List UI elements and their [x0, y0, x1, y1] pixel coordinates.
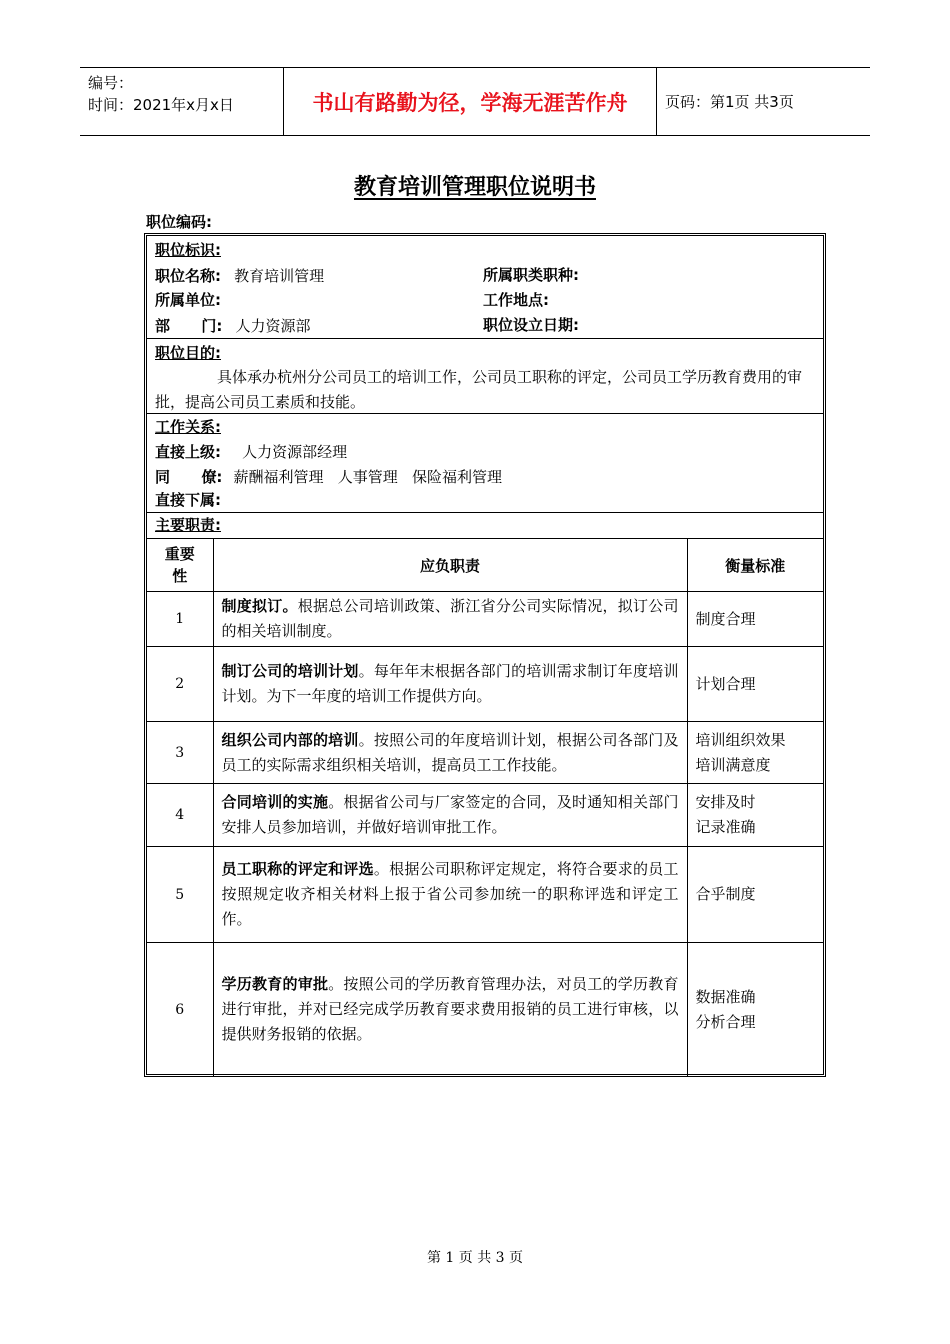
standard-item: 记录准确 [695, 818, 756, 836]
row-number: 5 [147, 847, 213, 943]
row-responsibility [213, 722, 687, 784]
table-row [147, 784, 823, 847]
duty-text: 。根据公司职称评定规定，将符合要求的员工按照规定收齐相关材料上报于省公司参加统一的职称评选和评定工作。 [221, 860, 679, 928]
row-standard [687, 943, 823, 1077]
table-row [147, 722, 823, 784]
purpose-section [147, 339, 823, 414]
standard-item: 数据准确 [695, 987, 756, 1006]
department-row [155, 313, 310, 338]
row-number: 6 [147, 943, 213, 1077]
duty-text: 根据总公司培训政策、浙江省分公司实际情况，拟订公司的相关培训制度。 [221, 597, 679, 640]
duty-text: 。根据省公司与厂家签定的合同，及时通知相关部门安排人员参加培训，并做好培训审批工作。 [221, 793, 679, 836]
standard-item: 培训满意度 [695, 755, 771, 774]
standard-item: 计划合理 [695, 674, 756, 693]
duty-title: 组织公司内部的培训 [221, 730, 359, 749]
table-row [147, 943, 823, 1077]
position-name-label: 职位名称: [155, 267, 221, 285]
duties-table [147, 538, 823, 1077]
column-header-standard: 衡量标准 [687, 539, 823, 592]
row-responsibility [213, 847, 687, 943]
established-date-label: 职位设立日期: [483, 316, 579, 334]
unit-label: 所属单位: [155, 291, 221, 309]
subordinate-label: 直接下属: [155, 491, 221, 509]
duties-heading-section [147, 513, 823, 538]
department-value: 人力资源部 [235, 317, 311, 335]
purpose-text: 具体承办杭州分公司员工的培训工作，公司员工职称的评定，公司员工学历教育费用的审批，提高公司员工素质和技能。 [155, 368, 803, 411]
location-label: 工作地点: [483, 291, 549, 309]
duties-heading: 主要职责: [155, 516, 221, 534]
peer-label: 同 僚: [155, 468, 223, 486]
duty-title: 员工职称的评定和评选 [221, 860, 374, 878]
department-label: 部 门: [155, 317, 223, 335]
duty-title: 制度拟订。 [221, 597, 298, 615]
position-name-value: 教育培训管理 [234, 267, 325, 285]
relations-section [147, 414, 823, 513]
relations-heading: 工作关系: [155, 418, 221, 436]
number-label: 编号： [88, 74, 134, 92]
time-label: 时间：2021年x月x日 [88, 96, 234, 114]
row-number: 4 [147, 784, 213, 847]
duty-title: 合同培训的实施 [221, 793, 329, 811]
page-footer: 第 1 页 共 3 页 [426, 1250, 524, 1266]
position-code-label: 职位编码: [146, 213, 212, 231]
standard-item: 合乎制度 [695, 885, 756, 903]
row-responsibility [213, 592, 687, 647]
duty-text: 。每年年末根据各部门的培训需求制订年度培训计划。为下一年度的培训工作提供方向。 [221, 662, 679, 705]
row-number: 3 [147, 722, 213, 784]
purpose-heading: 职位目的: [155, 344, 221, 362]
header-meta [80, 68, 284, 136]
standard-item: 制度合理 [695, 609, 756, 628]
column-header-importance: 重要性 [147, 539, 213, 592]
peer-value: 薪酬福利管理 人事管理 保险福利管理 [233, 468, 503, 486]
duty-title: 学历教育的审批 [221, 975, 329, 994]
row-standard [687, 847, 823, 943]
standard-item: 分析合理 [695, 1012, 756, 1031]
table-row [147, 592, 823, 647]
superior-value: 人力资源部经理 [242, 443, 348, 461]
table-row [147, 847, 823, 943]
document-title: 教育培训管理职位说明书 [353, 175, 596, 200]
peer-row [155, 464, 502, 489]
table-row [147, 647, 823, 722]
row-number: 2 [147, 647, 213, 722]
row-standard [687, 722, 823, 784]
duty-text: 。按照公司的年度培训计划，根据公司各部门及员工的实际需求组织相关培训，提高员工工作技能。 [221, 730, 679, 774]
superior-row [155, 439, 347, 464]
header-page-info: 页码：第1页 共3页 [657, 68, 871, 136]
duty-text: 。按照公司的学历教育管理办法，对员工的学历教育进行审批，并对已经完成学历教育要求费用报销的员工进行审核，以提供财务报销的依据。 [221, 975, 679, 1044]
identification-heading: 职位标识: [155, 241, 221, 259]
row-responsibility [213, 943, 687, 1077]
category-label: 所属职类职种: [483, 266, 579, 284]
row-standard [687, 592, 823, 647]
row-responsibility [213, 784, 687, 847]
job-description-form [144, 233, 826, 1077]
duties-header-row [147, 539, 823, 592]
column-header-responsibility: 应负职责 [213, 539, 687, 592]
standard-item: 安排及时 [695, 793, 756, 811]
row-standard [687, 784, 823, 847]
identification-section [147, 236, 823, 339]
row-standard [687, 647, 823, 722]
row-number: 1 [147, 592, 213, 647]
document-header [80, 67, 870, 136]
duty-title: 制订公司的培训计划 [221, 662, 359, 680]
header-motto: 书山有路勤为径，学海无涯苦作舟 [284, 68, 657, 136]
row-responsibility [213, 647, 687, 722]
superior-label: 直接上级: [155, 443, 221, 461]
standard-item: 培训组织效果 [695, 730, 786, 749]
position-name-row [155, 263, 324, 288]
